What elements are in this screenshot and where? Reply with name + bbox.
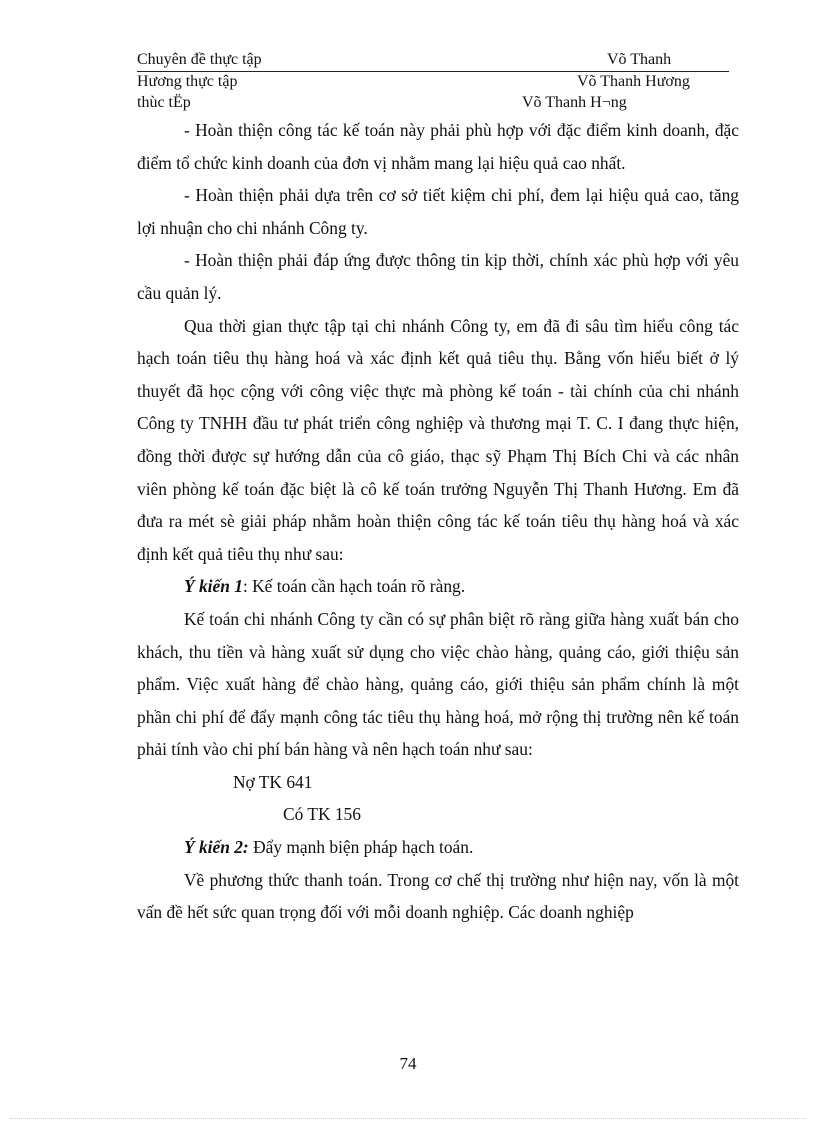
idea-1-text: : Kế toán cần hạch toán rõ ràng.	[242, 576, 466, 597]
idea-2-heading	[137, 831, 739, 864]
idea-1-label: Ý kiến 1	[184, 576, 243, 597]
header-subtitle: Hương thực tập	[137, 73, 238, 90]
paragraph-3: - Hoàn thiện phải đáp ứng được thông tin kịp thời, chính xác phù hợp với yêu cầu quản lý.	[137, 250, 739, 303]
header-author-full: Võ Thanh Hương	[577, 73, 690, 90]
paragraph-4: Qua thời gian thực tập tại chi nhánh Công ty, em đã đi sâu tìm hiểu công tác hạch toán tiêu thụ hàng hoá và xác định kết quả tiêu thụ. Bằng vốn hiểu biết ở lý thuyết đã học cộng với công việc thực mà phòng kế toán - tài chính của chi nhánh Công ty TNHH đầu tư phát triển công nghiệp và thương mại T. C. I đang thực hiện, đồng thời được sự hướng dẫn của cô giáo, thạc sỹ Phạm Thị Bích Chi và các nhân viên phòng kế toán đặc biệt là cô kế toán trưởng Nguyễn Thị Thanh Hương. Em đã đưa ra mét sè giải pháp nhằm hoàn thiện công tác kế toán tiêu thụ hàng hoá và xác định kết quả tiêu thụ như sau:	[137, 315, 739, 564]
paragraph-6: Về phương thức thanh toán. Trong cơ chế thị trường như hiện nay, vốn là một vấn đề hết sức quan trọng đối với mỗi doanh nghiệp. Các doanh nghiệp	[137, 869, 739, 923]
running-header-line-1	[137, 50, 729, 72]
idea-2-text: Đẩy mạnh biện pháp hạch toán.	[248, 837, 474, 858]
header-author: Võ Thanh	[607, 51, 672, 68]
header-title: Chuyên đề thực tập	[137, 51, 262, 68]
body-text	[137, 114, 739, 929]
header-garbled-right: Võ Thanh H¬ng	[522, 94, 627, 111]
idea-2-label: Ý kiến 2:	[184, 837, 249, 858]
paragraph-5: Kế toán chi nhánh Công ty cần có sự phân biệt rõ ràng giữa hàng xuất bán cho khách, thu tiền và hàng xuất sử dụng cho việc chào hàng, quảng cáo, giới thiệu sản phẩm. Việc xuất hàng để chào hàng, quảng cáo, giới thiệu sản phẩm chính là một phần chi phí để đẩy mạnh công tác tiêu thụ hàng hoá, mở rộng thị trường nên kế toán phải tính vào chi phí bán hàng và nên hạch toán như sau:	[137, 608, 739, 760]
idea-1-heading	[137, 570, 739, 603]
journal-entry-credit: Có TK 156	[283, 804, 361, 825]
page-number: 74	[399, 1054, 417, 1073]
journal-entry-debit: Nợ TK 641	[233, 771, 313, 792]
page-bottom-divider	[10, 1118, 806, 1119]
header-garbled-left: thùc tËp	[137, 94, 191, 111]
paragraph-1: - Hoàn thiện công tác kế toán này phải phù hợp với đặc điểm kinh doanh, đặc điểm tổ chức kinh doanh của đơn vị nhằm mang lại hiệu quả cao nhất.	[137, 120, 739, 173]
paragraph-2: - Hoàn thiện phải dựa trên cơ sở tiết kiệm chi phí, đem lại hiệu quả cao, tăng lợi nhuận cho chi nhánh Công ty.	[137, 185, 739, 238]
